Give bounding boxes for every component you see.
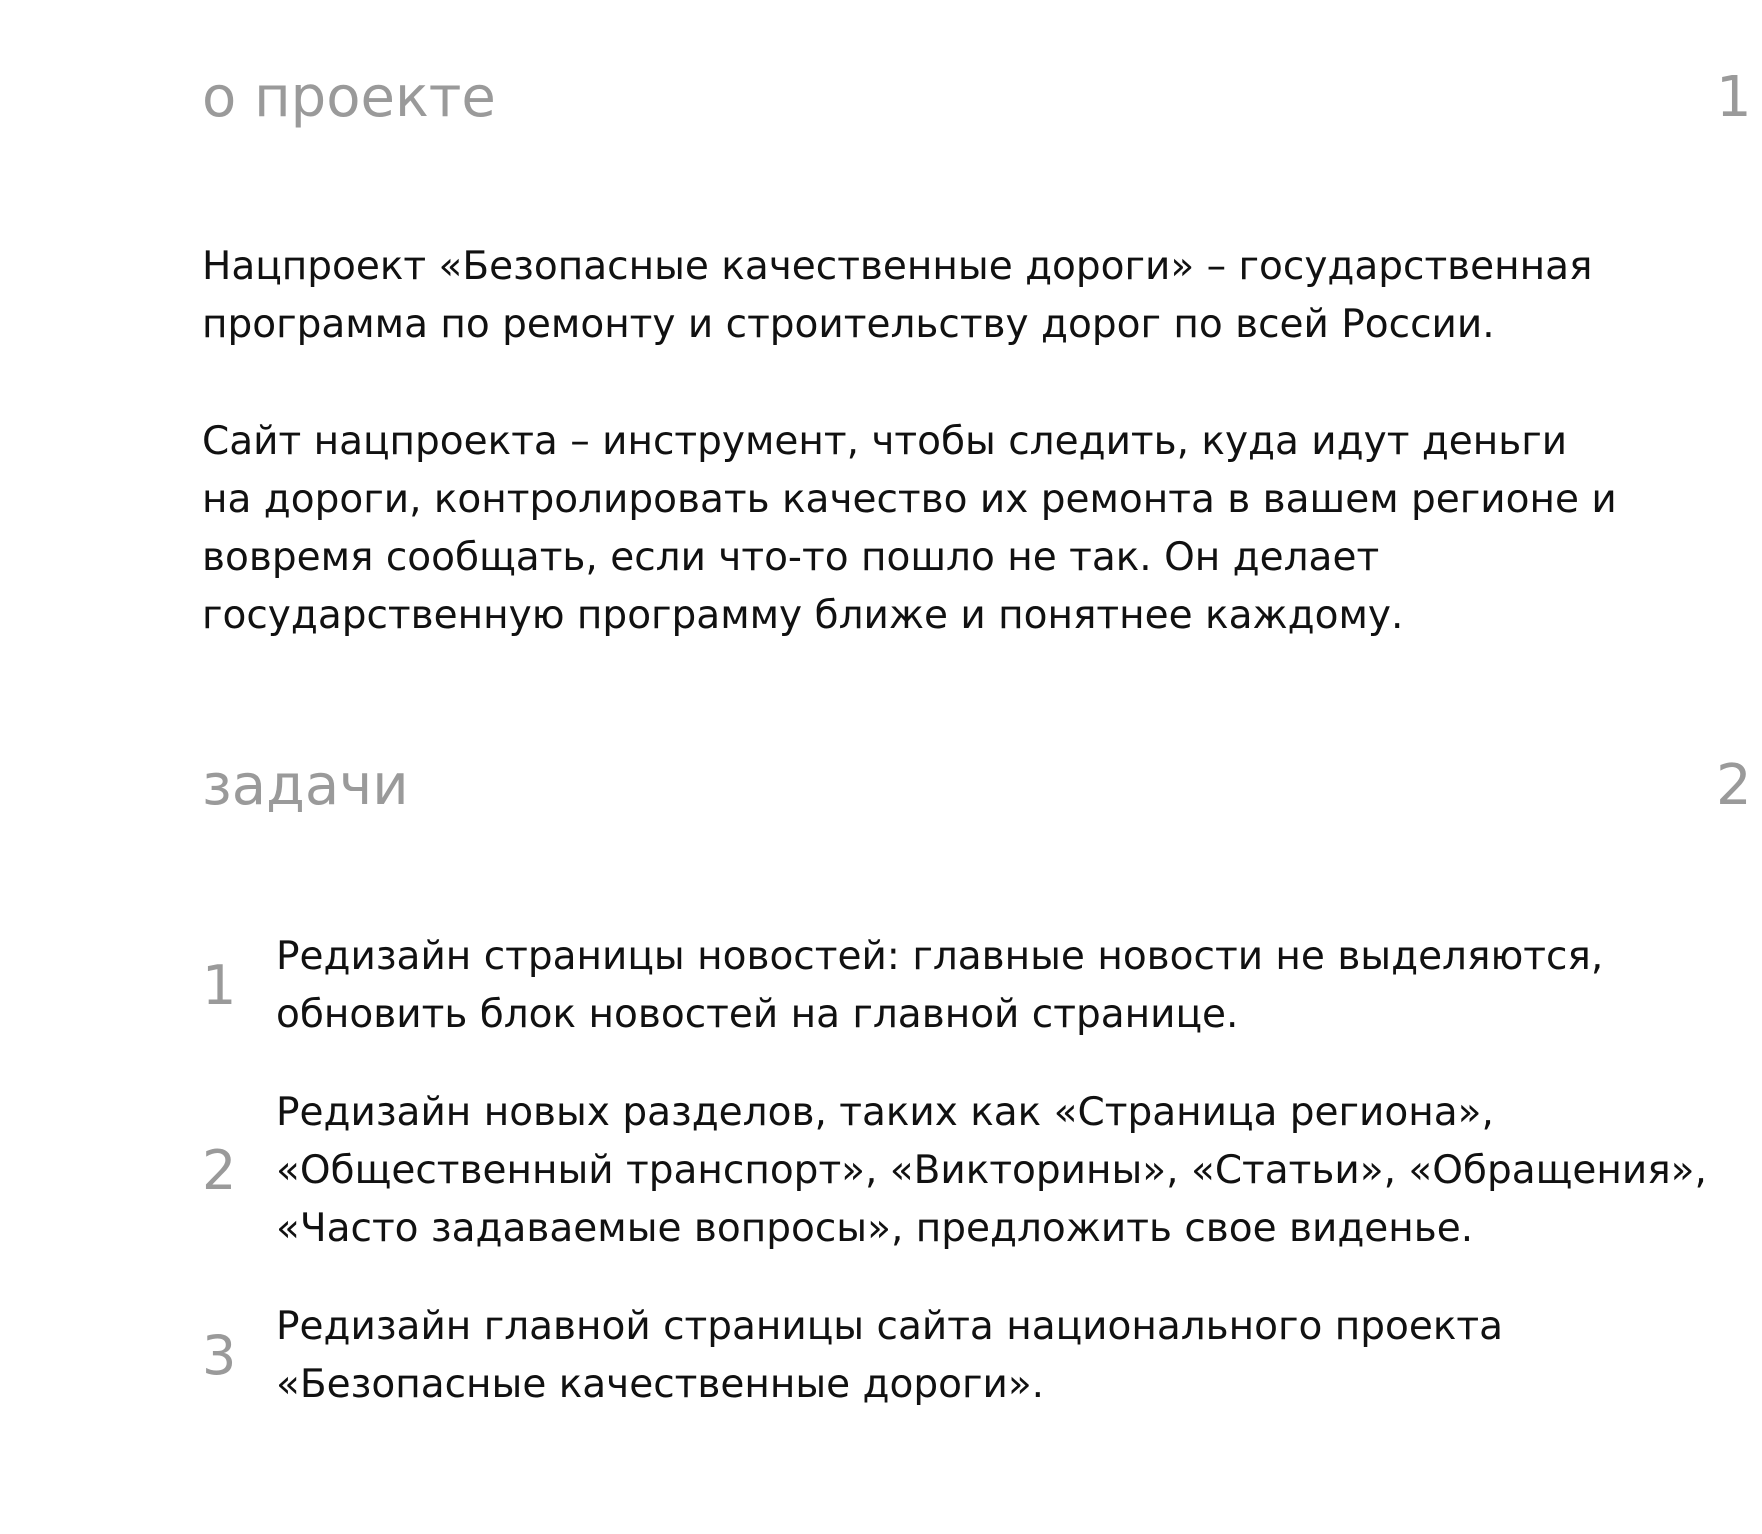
task-text: Редизайн главной страницы сайта национального проекта «Безопасные качественные дороги».: [276, 1304, 1504, 1407]
section-title-tasks: задачи: [202, 753, 409, 818]
task-text: Редизайн страницы новостей: главные новости не выделяются, обновить блок новостей на главной странице.: [276, 934, 1604, 1037]
task-item-1: [202, 928, 1742, 1044]
section-number-tasks: 2: [1716, 753, 1752, 818]
task-number: 3: [202, 1324, 237, 1387]
section-title-about: о проекте: [202, 65, 496, 130]
about-paragraph-2: Сайт нацпроекта – инструмент, чтобы следить, куда идут деньги на дороги, контролировать качество их ремонта в вашем регионе и вовремя сообщать, если что-то пошло не так. Он делает государственную программу ближе и понятнее каждому.: [202, 419, 1617, 638]
task-number: 1: [202, 954, 237, 1017]
task-number: 2: [202, 1139, 237, 1202]
section-number-about: 1: [1716, 65, 1752, 130]
task-item-3: [202, 1298, 1742, 1414]
task-item-2: [202, 1084, 1742, 1258]
task-text: Редизайн новых разделов, таких как «Страница региона», «Общественный транспорт», «Викторины», «Статьи», «Обращения», «Часто задаваемые вопросы», предложить свое виденье.: [276, 1090, 1707, 1251]
about-paragraph-1: Нацпроект «Безопасные качественные дороги» – государственная программа по ремонту и строительству дорог по всей России.: [202, 244, 1593, 347]
task-list: [202, 928, 1742, 1454]
